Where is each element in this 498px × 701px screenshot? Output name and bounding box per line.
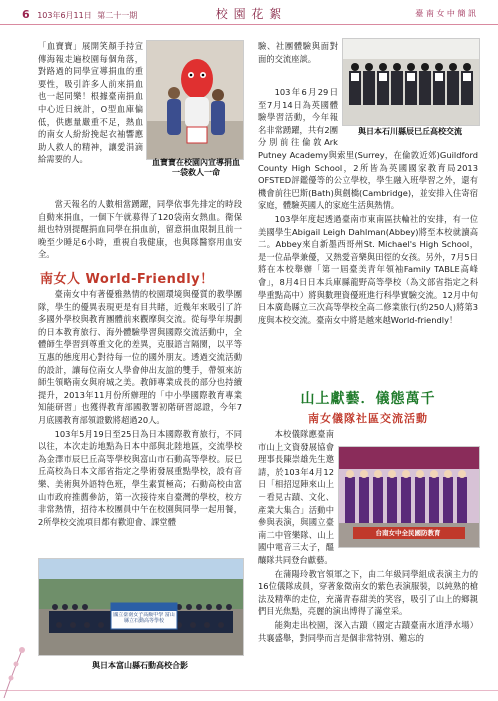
photo-spacer <box>338 86 478 140</box>
flower-sprig-icon <box>0 640 30 700</box>
blood-drive-illustration <box>147 41 243 159</box>
page-header <box>0 0 498 25</box>
right-column-top <box>258 40 338 92</box>
school-name: 臺 南 女 中 簡 訊 <box>415 9 476 18</box>
tatsumi-caption: 與日本石川縣辰巳丘高校交流 <box>358 127 462 136</box>
footer-border <box>0 690 498 701</box>
uk-experience-paragraph: 103年6月29日至7月14日為英國體驗學習活動，今年報名非常踴躍，共有2團分別前往倫敦Ark Putney Academy與索里(Surrey，在倫敦近郊)Guildford County High School，2所皆為英國國家教育局2013 OFSTED評鑑優等的公立學校，學生融入班學習之外，還有機會前往巴斯(Bath)與劍橋(Cambridge)，並安排入住寄宿家庭，體驗英國人的家庭生活與熱情。 <box>258 87 478 211</box>
arts-subtitle: 南女儀隊社區交流活動 <box>308 412 428 425</box>
blood-drive-photo <box>146 40 244 160</box>
abbey-paragraph: 103學年度起透過臺南市東南區扶輪社的安排，有一位美國學生Abigail Leigh Dahlman(Abbey)將至本校就讀高二。Abbey來自新墨西哥州St. Michael's High School，是一位品學兼優，又熱愛音樂與田徑的女孩。另外，7月5日將在本校舉辦「第一屆臺美青年領袖Family TABLE高峰會」，8月4日日本兵庫縣龍野高等學校（為文部省指定之科學重點高中）將與數理資優班進行科學實驗交流。12月中旬日本廣島縣立三次高等學校全高二修業旅行(約250人)將第3度與本校交流。臺南女中將是越來越World-friendly！ <box>258 213 478 325</box>
arts-paragraph-3: 能夠走出校園，深入古蹟（國定古蹟臺南水道淨水場）共襄盛舉，對同學而言是個非常特別、難忘的 <box>258 619 478 643</box>
section-title: 校 園 花 絮 <box>215 7 283 21</box>
arts-paragraph-2: 在蒲陽玲教官領軍之下，由二年級同學組成表演主力的16位儀隊成員，穿著象徵南女的紫色表演服裝，以純熟的槍法及精準的走位，充滿青春甜美的笑容，吸引了山上的鄉親們目光焦點，亮麗的演出博得了滿堂采。 <box>258 568 478 617</box>
donation-paragraph: 當天報名的人數相當踴躍，同學依事先排定的時段自動來捐血，一個下午就募得了120袋南女熱血。衛保組也特別提醒捐血同學在捐血前，留意捐血限制且前一晚至少睡足6小時，重視自我健康，也與隊醫察用血安全。 <box>38 199 242 260</box>
world-friendly-paragraph-1: 臺南女中有著優雅熱情的校園環境與優質的教學團隊，學生的優異表現更是有目共睹，近幾年來吸引了許多國外學校與教育團體前來觀摩與交流。從每學年規劃的日本教育旅行、海外體驗學習與國際交流活動中，全體師生學習到尊重文化的差異，克服語言隔閡，以平等互惠的態度用心對待每一位的國外朋友。透過交流活動的設計，讓每位南女人學會伸出友誼的雙手，帶領來訪師生領略南女與府城之美。教師專業成長的部分也持續提升，2013年11月份所辦理的「中小學國際教育專業知能研習」也獲得教育部國教署初階研習認證，今年7月底國教育部領證數將超過20人。 <box>38 289 242 425</box>
toyama-group-illustration <box>39 559 243 655</box>
arts-column <box>258 428 478 690</box>
arts-photo-spacer <box>334 428 478 548</box>
donation-paragraph-wrap <box>38 198 242 266</box>
arts-headline <box>258 388 478 426</box>
world-friendly-paragraph-2: 103年5月19日至25日為日本國際教育旅行，不同以往，本次走訪地點為日本中部與北陸地區，交流學校為金澤市辰巳丘高等學校與富山市石動高等學校。辰巳丘高校為日本文部省指定之學術發展重點學校，設有音樂、美術與外語特色班，學生素質極高；石動高校由富山市政府推薦參訪，第一次接待來自臺灣的學校，校方非常熱情，招待本校團員中午在校園與同學一起用餐，2所學校交流項目都有歡迎會、課堂體 <box>38 428 242 527</box>
toyama-banner: 國立臺南女子高級中學 富山縣立石動高等學校 <box>113 612 175 624</box>
page-number: 6 <box>22 8 30 21</box>
arts-paragraph-1: 本校儀隊應臺南市山上文資發展協會理事長陳崇雄先生邀請，於103年4月12日「相招逗陣來山上－看見古蹟、文化、產業大集合」活動中參與表演，與國立臺南二中管樂隊、山上國中電音三太子，醞釀隊共同登台獻藝。 <box>258 429 334 565</box>
exchange-ending: 驗、社團體驗與面對面的交流座談。 <box>258 41 338 64</box>
world-friendly-title: 南女人 World-Friendly！ <box>40 272 214 287</box>
toyama-group-photo <box>38 558 244 656</box>
uk-experience-paragraph-wrap <box>258 86 478 376</box>
blood-drive-caption: 血寶寶在校園內宣導捐血一袋救人一命 <box>152 158 240 177</box>
issue-date: 103年6月11日 <box>37 11 92 20</box>
world-friendly-column <box>38 288 242 548</box>
arts-title: 山上獻藝．儀態萬千 <box>300 391 436 407</box>
toyama-caption: 與日本富山縣石動高校合影 <box>92 661 188 670</box>
honor-guard-banner: 台南女中全民國防教育 <box>375 529 441 537</box>
intro-paragraph: 「血寶寶」展開笑顏手持宣傳海報走遍校園每個角落，對路過的同學宣導捐血的重要性，吸引許多人前來捐血也一起同樂！根據臺南捐血中心近日統計，O型血庫偏低，供應量嚴重不足，熱血的南女人紛紛挽起衣袖響應助人救人的精神，讓愛涓滴給需要的人。 <box>38 41 143 165</box>
issue-number: 第二十一期 <box>97 11 138 20</box>
